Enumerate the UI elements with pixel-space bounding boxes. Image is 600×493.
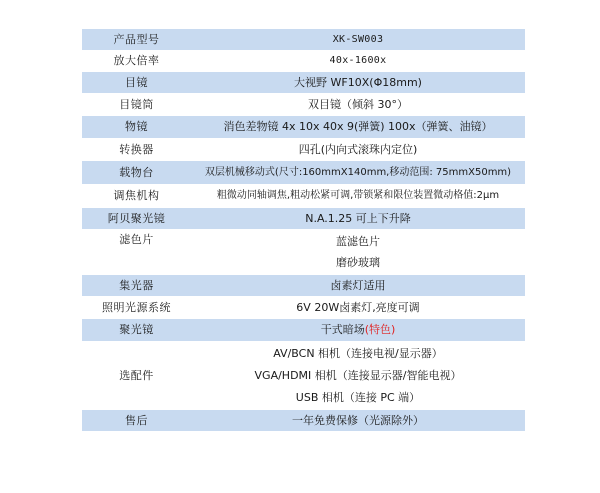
table-row [82,297,525,319]
feature-note: (特色) [364,323,396,336]
row-label: 聚光镜 [82,319,191,342]
row-value: 40x-1600x [191,51,525,72]
row-label: 阿贝聚光镜 [82,208,191,230]
row-value: 双层机械移动式(尺寸:160mmX140mm,移动范围: 75mmX50mm) [191,161,525,185]
row-value-line: 磨砂玻璃 [336,255,380,269]
table-row [82,230,525,275]
table-row [82,139,525,161]
table-row [82,319,525,342]
row-value-line: AV/BCN 相机（连接电视/显示器） [273,346,443,360]
row-value: 四孔(内向式滚珠内定位) [191,139,525,161]
row-label: 目镜 [82,72,191,94]
table-row [82,51,525,72]
row-value: 粗微动同轴调焦,粗动松紧可调,带锁紧和限位装置微动格值:2μm [191,185,525,208]
table-row [82,161,525,185]
table-row [82,94,525,116]
table-row [82,342,525,410]
spec-table [82,28,525,432]
row-value-list [191,342,525,410]
row-value-list [191,230,525,275]
row-label: 照明光源系统 [82,297,191,319]
row-value-line: 蓝滤色片 [336,234,380,248]
row-value-line: VGA/HDMI 相机（连接显示器/智能电视） [254,368,462,382]
row-value-line: USB 相机（连接 PC 端） [295,390,421,404]
row-value: 大视野 WF10X(Φ18mm) [191,72,525,94]
row-label: 选配件 [82,342,191,410]
table-row [82,116,525,139]
row-label: 物镜 [82,116,191,139]
row-label: 售后 [82,410,191,432]
row-value: 6V 20W卤素灯,亮度可调 [191,297,525,319]
row-label: 滤色片 [82,230,191,275]
row-label: 产品型号 [82,29,191,51]
row-label: 转换器 [82,139,191,161]
table-row [82,29,525,51]
row-label: 放大倍率 [82,51,191,72]
row-value: 消色差物镜 4x 10x 40x 9(弹簧) 100x（弹簧、油镜） [191,116,525,139]
table-row [82,208,525,230]
row-label: 载物台 [82,161,191,185]
row-value: 一年免费保修（光源除外） [191,410,525,432]
table-row [82,275,525,297]
row-value [191,319,525,342]
table-row [82,410,525,432]
table-row [82,185,525,208]
table-row [82,72,525,94]
row-value: N.A.1.25 可上下升降 [191,208,525,230]
row-label: 集光器 [82,275,191,297]
row-value: XK-SW003 [191,29,525,51]
row-label: 调焦机构 [82,185,191,208]
row-value: 双目镜（倾斜 30°） [191,94,525,116]
row-value: 卤素灯适用 [191,275,525,297]
row-value-text: 干式暗场 [320,323,365,336]
row-label: 目镜筒 [82,94,191,116]
